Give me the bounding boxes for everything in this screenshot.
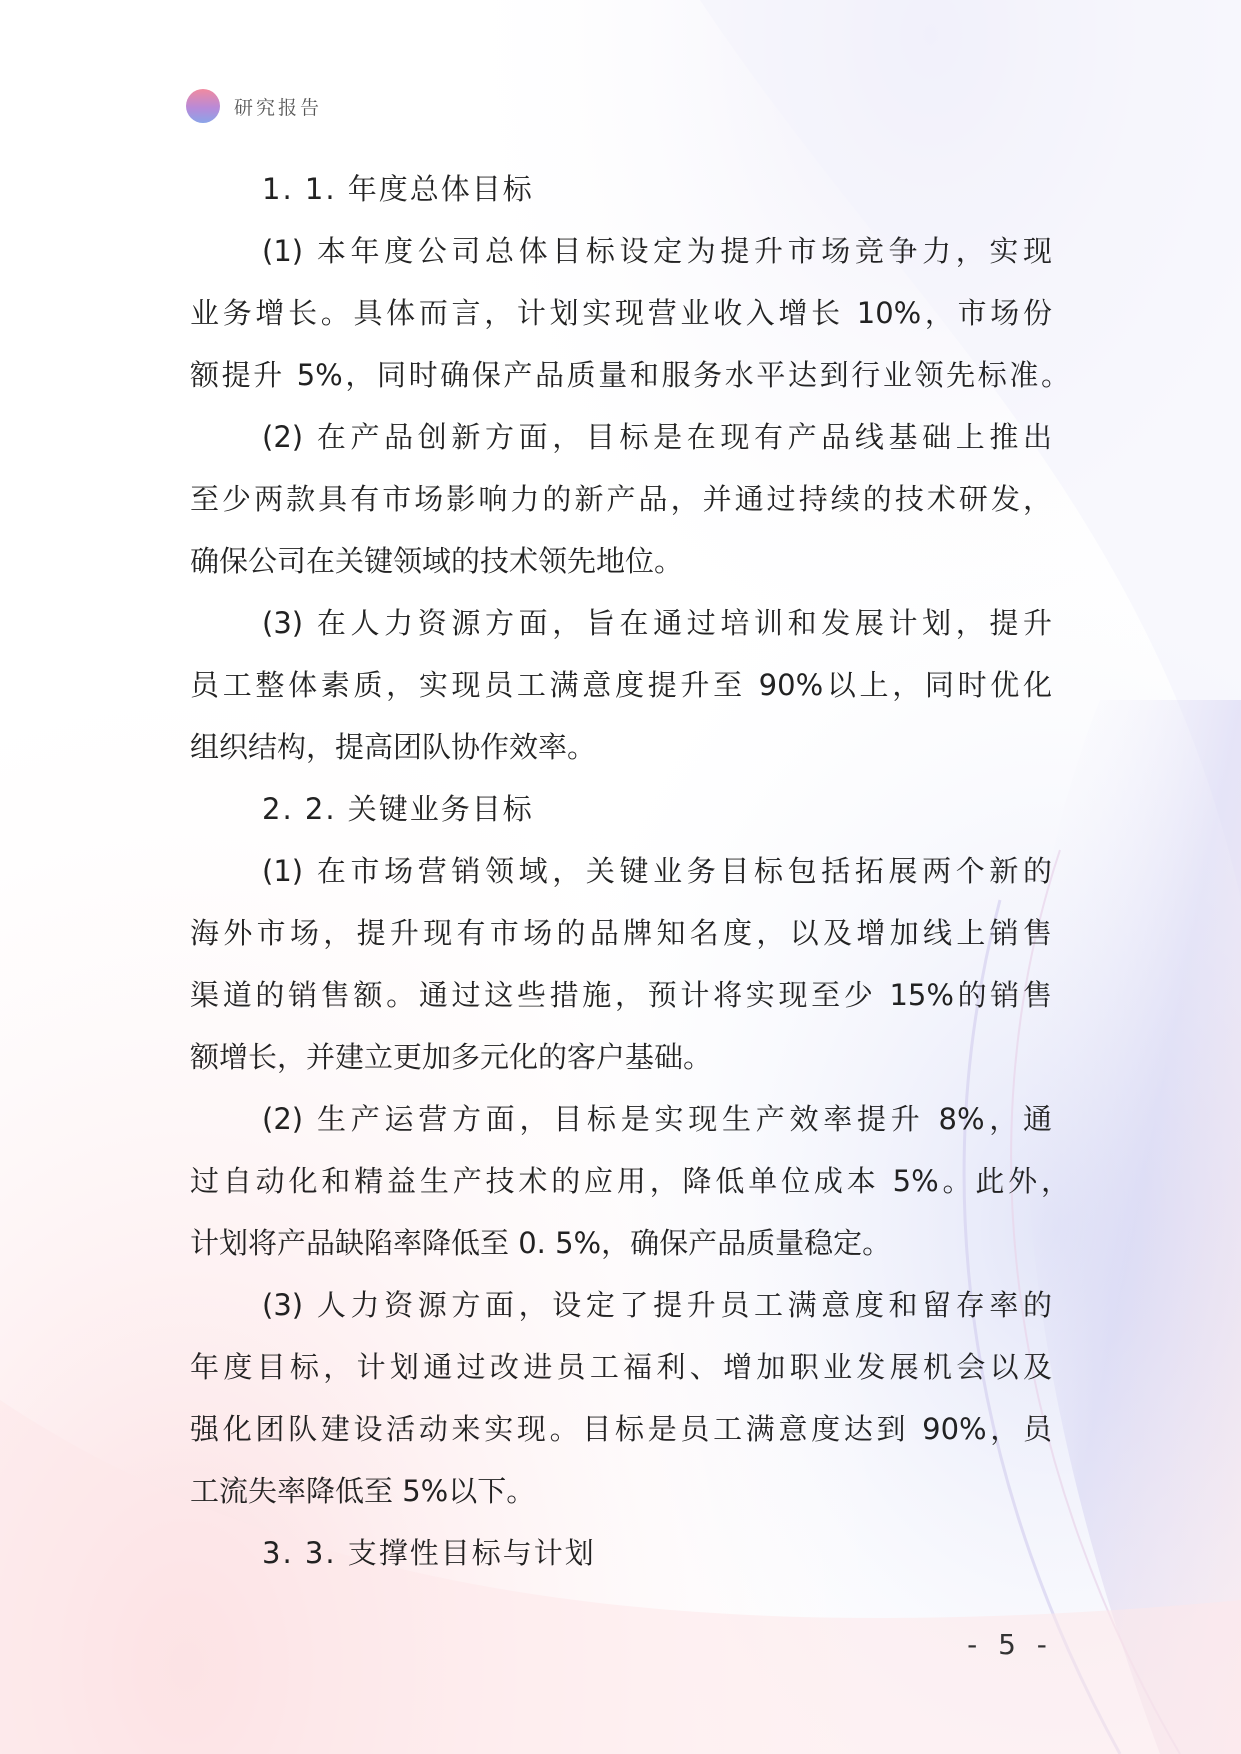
header-title: 研究报告 xyxy=(234,96,323,119)
paragraph-line: 组织结构，提高团队协作效率。 xyxy=(190,730,597,764)
paragraph-line: 员工整体素质，实现员工满意度提升至 90%以上，同时优化 xyxy=(190,668,1052,702)
document-header xyxy=(186,88,322,124)
paragraph-line: 确保公司在关键领域的技术领先地位。 xyxy=(190,544,684,578)
section-heading: 2. 2. 关键业务目标 xyxy=(262,792,534,826)
paragraph-line: (2) 生产运营方面，目标是实现生产效率提升 8%，通 xyxy=(262,1102,1052,1136)
paragraph-line: 渠道的销售额。通过这些措施，预计将实现至少 15%的销售 xyxy=(190,978,1052,1012)
paragraph-line: 业务增长。具体而言，计划实现营业收入增长 10%，市场份 xyxy=(190,296,1052,330)
paragraph-line: 过自动化和精益生产技术的应用，降低单位成本 5%。此外， xyxy=(190,1164,1070,1198)
report-logo-icon xyxy=(186,89,220,123)
paragraph-line: (1) 在市场营销领域，关键业务目标包括拓展两个新的 xyxy=(262,854,1052,888)
paragraph-line: 强化团队建设活动来实现。目标是员工满意度达到 90%，员 xyxy=(190,1412,1052,1446)
document-body xyxy=(190,158,1070,1584)
paragraph-line: 额提升 5%，同时确保产品质量和服务水平达到行业领先标准。 xyxy=(190,358,1070,392)
paragraph-line: (2) 在产品创新方面，目标是在现有产品线基础上推出 xyxy=(262,420,1052,454)
paragraph-line: (1) 本年度公司总体目标设定为提升市场竞争力，实现 xyxy=(262,234,1052,268)
paragraph-line: 海外市场，提升现有市场的品牌知名度，以及增加线上销售 xyxy=(190,916,1052,950)
section-heading: 3. 3. 支撑性目标与计划 xyxy=(262,1536,596,1570)
section-heading: 1. 1. 年度总体目标 xyxy=(262,172,534,206)
paragraph-line: (3) 人力资源方面，设定了提升员工满意度和留存率的 xyxy=(262,1288,1052,1322)
paragraph-line: 额增长，并建立更加多元化的客户基础。 xyxy=(190,1040,713,1074)
paragraph-line: 计划将产品缺陷率降低至 0. 5%，确保产品质量稳定。 xyxy=(190,1226,892,1260)
paragraph-line: 至少两款具有市场影响力的新产品，并通过持续的技术研发， xyxy=(190,482,1052,516)
paragraph-line: 工流失率降低至 5%以下。 xyxy=(190,1474,536,1508)
page-number: - 5 - xyxy=(967,1628,1053,1661)
paragraph-line: (3) 在人力资源方面，旨在通过培训和发展计划，提升 xyxy=(262,606,1052,640)
paragraph-line: 年度目标，计划通过改进员工福利、增加职业发展机会以及 xyxy=(190,1350,1052,1384)
